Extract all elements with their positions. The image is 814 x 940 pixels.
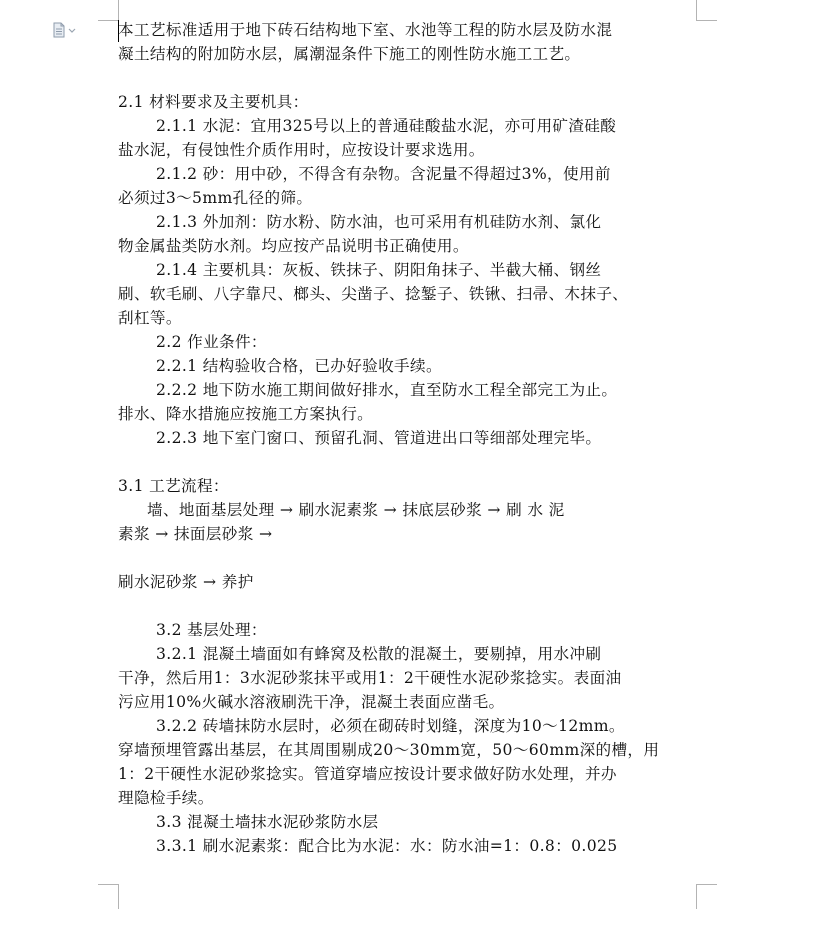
paragraph-line: 凝土结构的附加防水层，属潮湿条件下施工的刚性防水施工工艺。	[118, 45, 581, 63]
document-body[interactable]	[118, 18, 696, 858]
process-flow-line: 刷水泥砂浆 → 养护	[118, 573, 254, 591]
section-heading: 3.3 混凝土墙抹水泥砂浆防水层	[156, 813, 379, 831]
paragraph-line: 必须过3～5mm孔径的筛。	[118, 189, 313, 207]
paragraph-line: 穿墙预埋管露出基层，在其周围剔成20～30mm宽，50～60mm深的槽，用	[118, 741, 660, 759]
margin-corner-bottom-right	[696, 884, 717, 909]
paragraph-line: 1：2干硬性水泥砂浆捻实。管道穿墙应按设计要求做好防水处理，并办	[118, 765, 617, 783]
process-flow-line: 墙、地面基层处理 → 刷水泥素浆 → 抹底层砂浆 → 刷 水 泥	[147, 501, 565, 519]
paragraph-line: 盐水泥，有侵蚀性介质作用时，应按设计要求选用。	[118, 141, 485, 159]
paragraph-line: 污应用10%火碱水溶液刷洗干净，混凝土表面应凿毛。	[118, 693, 505, 711]
process-flow-line: 素浆 → 抹面层砂浆 →	[118, 525, 273, 543]
section-heading: 3.2 基层处理：	[156, 621, 267, 639]
margin-corner-bottom-left	[98, 884, 119, 909]
paragraph-line: 3.2.2 砖墙抹防水层时，必须在砌砖时划缝，深度为10～12mm。	[156, 717, 625, 735]
paragraph-line: 排水、降水措施应按施工方案执行。	[118, 405, 374, 423]
paragraph-line: 2.2.2 地下防水施工期间做好排水，直至防水工程全部完工为止。	[156, 381, 618, 399]
paragraph-line: 本工艺标准适用于地下砖石结构地下室、水池等工程的防水层及防水混	[118, 21, 613, 39]
margin-corner-top-left	[98, 0, 119, 21]
paragraph-line: 理隐检手续。	[118, 789, 214, 807]
paragraph-line: 刮杠等。	[118, 309, 182, 327]
margin-corner-top-right	[696, 0, 717, 21]
document-icon[interactable]	[52, 22, 78, 38]
paragraph-line: 3.2.1 混凝土墙面如有蜂窝及松散的混凝土，要剔掉，用水冲刷	[156, 645, 602, 663]
paragraph-line: 物金属盐类防水剂。均应按产品说明书正确使用。	[118, 237, 469, 255]
paragraph-line: 2.1.2 砂：用中砂，不得含有杂物。含泥量不得超过3%，使用前	[156, 165, 611, 183]
paragraph-line: 3.3.1 刷水泥素浆：配合比为水泥：水：防水油=1：0.8：0.025	[156, 837, 618, 855]
section-heading: 2.1 材料要求及主要机具：	[118, 93, 309, 111]
paragraph-line: 干净，然后用1：3水泥砂浆抹平或用1：2干硬性水泥砂浆捻实。表面油	[118, 669, 622, 687]
section-heading: 3.1 工艺流程：	[118, 477, 229, 495]
paragraph-line: 刷、软毛刷、八字靠尺、榔头、尖凿子、捻錾子、铁锹、扫帚、木抹子、	[118, 285, 629, 303]
paragraph-line: 2.2.3 地下室门窗口、预留孔洞、管道进出口等细部处理完毕。	[156, 429, 602, 447]
section-heading: 2.2 作业条件：	[156, 333, 267, 351]
paragraph-line: 2.1.4 主要机具：灰板、铁抹子、阴阳角抹子、半截大桶、钢丝	[156, 261, 602, 279]
paragraph-line: 2.1.1 水泥：宜用325号以上的普通硅酸盐水泥，亦可用矿渣硅酸	[156, 117, 617, 135]
paragraph-line: 2.2.1 结构验收合格，已办好验收手续。	[156, 357, 442, 375]
paragraph-line: 2.1.3 外加剂：防水粉、防水油，也可采用有机硅防水剂、氯化	[156, 213, 602, 231]
